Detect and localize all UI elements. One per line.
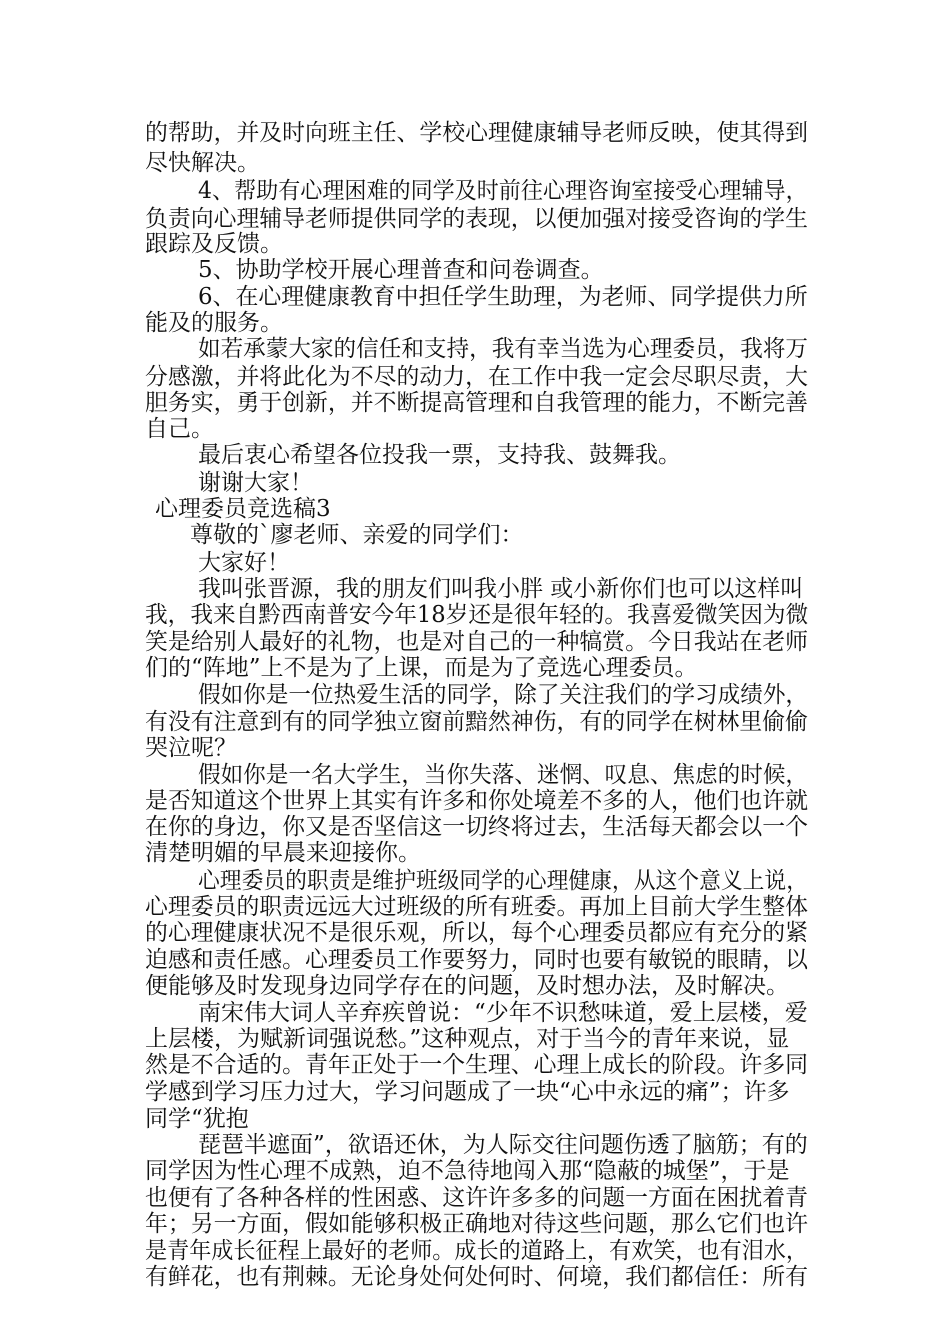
text-line: 的心理健康状况不是很乐观，所以，每个心理委员都应有充分的紧 — [145, 920, 808, 946]
text-line: 迫感和责任感。心理委员工作要努力，同时也要有敏锐的眼睛，以 — [145, 947, 808, 973]
text-line: 我，我来自黔西南普安今年18岁还是很年轻的。我喜爱微笑因为微 — [145, 602, 809, 628]
text-line: 便能够及时发现身边同学存在的问题，及时想办法，及时解决。 — [145, 973, 789, 999]
text-line: 有鲜花，也有荆棘。无论身处何处何时、何境，我们都信任：所有 — [145, 1264, 808, 1290]
text-line: 自己。 — [145, 416, 214, 442]
text-line: 们的“阵地”上不是为了上课，而是为了竞选心理委员。 — [145, 655, 698, 681]
text-line: 同学“犹抱 — [145, 1106, 249, 1132]
text-line: 也便有了各种各样的性困惑、这许许多多的问题一方面在困扰着青 — [145, 1185, 808, 1211]
text-line: 假如你是一名大学生，当你失落、迷惘、叹息、焦虑的时候， — [198, 762, 809, 788]
text-line: 南宋伟大词人辛弃疾曾说：“少年不识愁味道，爱上层楼，爱 — [198, 1000, 808, 1026]
text-line: 是青年成长征程上最好的老师。成长的道路上，有欢笑，也有泪水， — [145, 1238, 809, 1264]
text-line: 胆务实，勇于创新，并不断提高管理和自我管理的能力，不断完善 — [145, 390, 808, 416]
text-line: 上层楼，为赋新词强说愁。”这种观点，对于当今的青年来说，显 — [145, 1026, 790, 1052]
text-line: 同学因为性心理不成熟，迫不急待地闯入那“隐蔽的城堡”，于是 — [145, 1158, 790, 1184]
section-title: 心理委员竞选稿3 — [155, 496, 331, 522]
text-line: 6、在心理健康教育中担任学生助理，为老师、同学提供力所 — [198, 284, 808, 310]
text-line: 年；另一方面，假如能够积极正确地对待这些问题，那么它们也许 — [145, 1211, 808, 1237]
text-line: 哭泣呢？ — [145, 735, 237, 761]
text-line: 分感激，并将此化为不尽的动力，在工作中我一定会尽职尽责，大 — [145, 364, 808, 390]
text-line: 是否知道这个世界上其实有许多和你处境差不多的人，他们也许就 — [145, 788, 808, 814]
text-line: 跟踪及反馈。 — [145, 231, 283, 257]
text-line: 5、协助学校开展心理普查和问卷调查。 — [198, 257, 604, 283]
text-line: 有没有注意到有的同学独立窗前黯然神伤，有的同学在树林里偷偷 — [145, 709, 808, 735]
text-line: 学感到学习压力过大，学习问题成了一块“心中永远的痛”；许多 — [145, 1079, 790, 1105]
text-line: 心理委员的职责是维护班级同学的心理健康，从这个意义上说， — [198, 868, 808, 894]
text-line: 清楚明媚的早晨来迎接你。 — [145, 840, 421, 866]
text-line: 笑是给别人最好的礼物，也是对自己的一种犒赏。今日我站在老师 — [145, 629, 808, 655]
text-line: 心理委员的职责远远大过班级的所有班委。再加上目前大学生整体 — [145, 894, 808, 920]
text-line: 负责向心理辅导老师提供同学的表现，以便加强对接受咨询的学生 — [145, 206, 808, 232]
greeting: 大家好！ — [198, 550, 290, 576]
salutation: 尊敬的`廖老师、亲爱的同学们： — [190, 522, 524, 548]
text-line: 能及的服务。 — [145, 310, 283, 336]
text-line: 如若承蒙大家的信任和支持，我有幸当选为心理委员，我将万 — [198, 336, 809, 362]
text-line: 的帮助，并及时向班主任、学校心理健康辅导老师反映，使其得到 — [145, 120, 808, 146]
text-line: 假如你是一位热爱生活的同学，除了关注我们的学习成绩外， — [198, 682, 809, 708]
text-line: 谢谢大家！ — [198, 470, 313, 496]
text-line: 在你的身边，你又是否坚信这一切终将过去，生活每天都会以一个 — [145, 814, 808, 840]
text-line: 尽快解决。 — [145, 150, 260, 176]
text-line: 琵琶半遮面”，欲语还休，为人际交往问题伤透了脑筋；有的 — [198, 1132, 808, 1158]
text-line: 我叫张晋源，我的朋友们叫我小胖 或小新你们也可以这样叫 — [198, 576, 804, 602]
text-line: 最后衷心希望各位投我一票，支持我、鼓舞我。 — [198, 442, 681, 468]
text-line: 4、帮助有心理困难的同学及时前往心理咨询室接受心理辅导， — [198, 178, 808, 204]
text-line: 然是不合适的。青年正处于一个生理、心理上成长的阶段。许多同 — [145, 1052, 808, 1078]
